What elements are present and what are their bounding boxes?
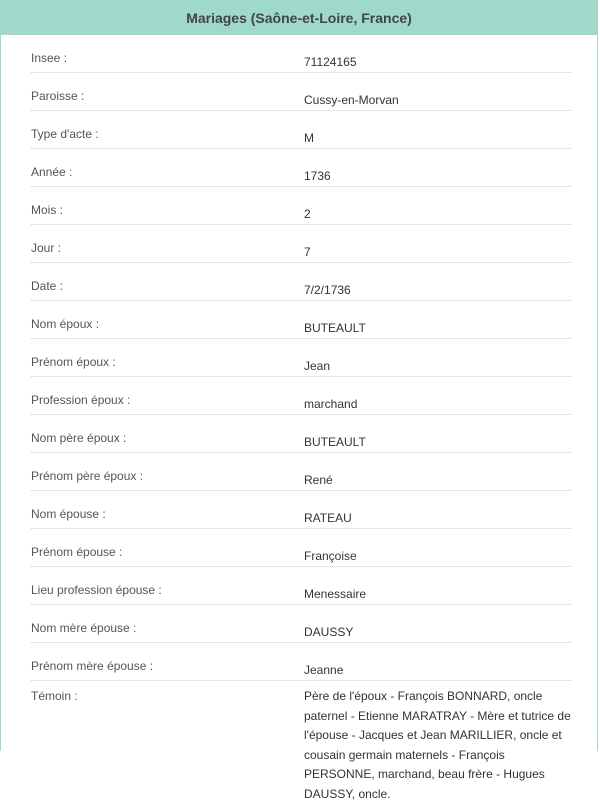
field-row-profession-epoux	[31, 377, 571, 415]
field-value: RATEAU	[304, 511, 352, 525]
field-row-prenom-mere-epouse	[31, 643, 571, 681]
field-row-nom-pere-epoux	[31, 415, 571, 453]
field-value: M	[304, 131, 314, 145]
field-row-nom-epoux	[31, 301, 571, 339]
panel-title: Mariages (Saône-et-Loire, France)	[186, 10, 412, 26]
field-label: Nom père époux :	[31, 431, 127, 445]
field-row-annee	[31, 149, 571, 187]
record-fields	[1, 35, 597, 804]
panel-header	[1, 1, 597, 35]
field-value: Jean	[304, 359, 331, 373]
field-value: Cussy-en-Morvan	[304, 93, 399, 107]
field-label: Prénom époux :	[31, 355, 116, 369]
field-label: Année :	[31, 165, 73, 179]
field-value: 7/2/1736	[304, 283, 351, 297]
field-label: Prénom épouse :	[31, 545, 123, 559]
field-label: Témoin :	[31, 689, 78, 703]
field-label: Prénom père époux :	[31, 469, 144, 483]
field-label: Nom épouse :	[31, 507, 106, 521]
field-value: BUTEAULT	[304, 321, 366, 335]
field-label: Date :	[31, 279, 64, 293]
field-value: DAUSSY	[304, 625, 354, 639]
field-value: Françoise	[304, 549, 357, 563]
field-value: Jeanne	[304, 663, 344, 677]
field-row-type-acte	[31, 111, 571, 149]
field-row-nom-epouse	[31, 491, 571, 529]
field-row-insee	[31, 35, 571, 73]
field-row-lieu-profession-epouse	[31, 567, 571, 605]
field-row-prenom-pere-epoux	[31, 453, 571, 491]
field-value: BUTEAULT	[304, 435, 366, 449]
field-label: Mois :	[31, 203, 64, 217]
field-label: Nom mère épouse :	[31, 621, 137, 635]
field-value: Menessaire	[304, 587, 367, 601]
field-row-date	[31, 263, 571, 301]
field-label: Nom époux :	[31, 317, 100, 331]
field-label: Jour :	[31, 241, 62, 255]
field-label: Lieu profession épouse :	[31, 583, 162, 597]
field-row-paroisse	[31, 73, 571, 111]
field-label: Profession époux :	[31, 393, 131, 407]
field-label: Prénom mère épouse :	[31, 659, 154, 673]
field-value: René	[304, 473, 333, 487]
field-row-prenom-epoux	[31, 339, 571, 377]
field-row-temoin	[31, 681, 571, 804]
field-label: Paroisse :	[31, 89, 85, 103]
field-row-nom-mere-epouse	[31, 605, 571, 643]
field-value: 7	[304, 245, 311, 259]
field-value: Père de l'époux - François BONNARD, oncle paternel - Etienne MARATRAY - Mère et tutrice de l'épouse - Jacques et Jean MARILLIER, oncle et cousain germain maternels - François PERSONNE, marchand, beau frère - Hugues DAUSSY, oncle.	[304, 689, 571, 801]
field-label: Insee :	[31, 51, 68, 65]
field-value: 1736	[304, 169, 331, 183]
field-label: Type d'acte :	[31, 127, 99, 141]
field-row-mois	[31, 187, 571, 225]
field-value: marchand	[304, 397, 358, 411]
field-row-prenom-epouse	[31, 529, 571, 567]
field-value: 71124165	[304, 55, 357, 69]
field-row-jour	[31, 225, 571, 263]
field-value: 2	[304, 207, 311, 221]
